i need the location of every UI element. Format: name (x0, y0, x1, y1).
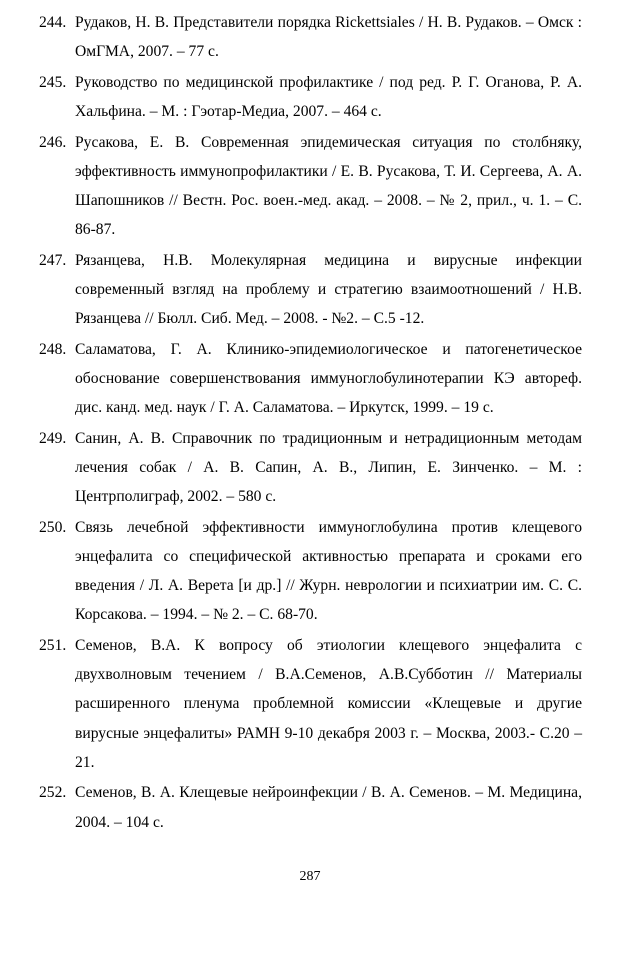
reference-text: Рязанцева, Н.В. Молекулярная медицина и вирусные инфекции современный взгляд на проблему и стратегию взаимоотношений / Н.В. Рязанцева // Бюлл. Сиб. Мед. – 2008. - №2. – С.5 -12. (75, 251, 582, 328)
reference-list (39, 8, 582, 838)
reference-number: 244. (39, 14, 67, 31)
reference-number: 249. (39, 429, 67, 447)
page-number: 287 (299, 869, 321, 884)
reference-item (39, 68, 582, 126)
reference-number: 247. (39, 251, 67, 269)
reference-item (39, 424, 582, 512)
reference-number: 251. (39, 637, 67, 654)
reference-item (39, 335, 582, 423)
reference-number: 246. (39, 133, 67, 151)
reference-text: Русакова, Е. В. Современная эпидемическая ситуация по столбняку, эффективность иммунопрофилактики / Е. В. Русакова, Т. И. Сергеева, А. А. Шапошников // Вестн. Рос. воен.-мед. акад. – 2008. – № 2, прил., ч. 1. – С. 86-87. (75, 133, 582, 239)
reference-item (39, 513, 582, 630)
reference-text: Руководство по медицинской профилактике / под ред. Р. Г. Оганова, Р. А. Хальфина. – М. : Гэотар-Медиа, 2007. – 464 с. (75, 73, 582, 120)
reference-item (39, 631, 582, 777)
reference-item (39, 8, 582, 66)
reference-text: Связь лечебной эффективности иммуноглобулина против клещевого энцефалита со специфической активностью препарата и сроками его введения / Л. А. Верета [и др.] // Журн. неврологии и психиатрии им. С. С. Корсакова. – 1994. – № 2. – С. 68-70. (75, 518, 582, 624)
reference-number: 252. (39, 784, 67, 802)
reference-text: Семенов, В. А. Клещевые нейроинфекции / В. А. Семенов. – М. Медицина, 2004. – 104 с. (75, 784, 582, 831)
reference-item (39, 778, 582, 836)
reference-text: Семенов, В.А. К вопросу об этиологии клещевого энцефалита с двухволновым течением / В.А.Семенов, А.В.Субботин // Материалы расширенного пленума проблемной комиссии «Клещевые и другие вирусные энцефалиты» РАМН 9-10 декабря 2003 г. – Москва, 2003.- С.20 – 21. (75, 637, 582, 771)
reference-text: Саламатова, Г. А. Клинико-эпидемиологическое и патогенетическое обоснование совершенствования иммуноглобулинотерапии КЭ автореф. дис. канд. мед. наук / Г. А. Саламатова. – Иркутск, 1999. – 19 с. (75, 340, 582, 417)
reference-number: 245. (39, 73, 67, 91)
reference-item (39, 128, 582, 245)
reference-text: Санин, А. В. Справочник по традиционным и нетрадиционным методам лечения собак / А. В. Сапин, А. В., Липин, Е. Зинченко. – М. : Центрполиграф, 2002. – 580 с. (75, 429, 582, 506)
reference-number: 248. (39, 340, 67, 358)
reference-item (39, 246, 582, 334)
reference-number: 250. (39, 518, 67, 536)
reference-text: Рудаков, Н. В. Представители порядка Rickettsiales / Н. В. Рудаков. – Омск : ОмГМА, 2007. – 77 с. (75, 14, 582, 61)
